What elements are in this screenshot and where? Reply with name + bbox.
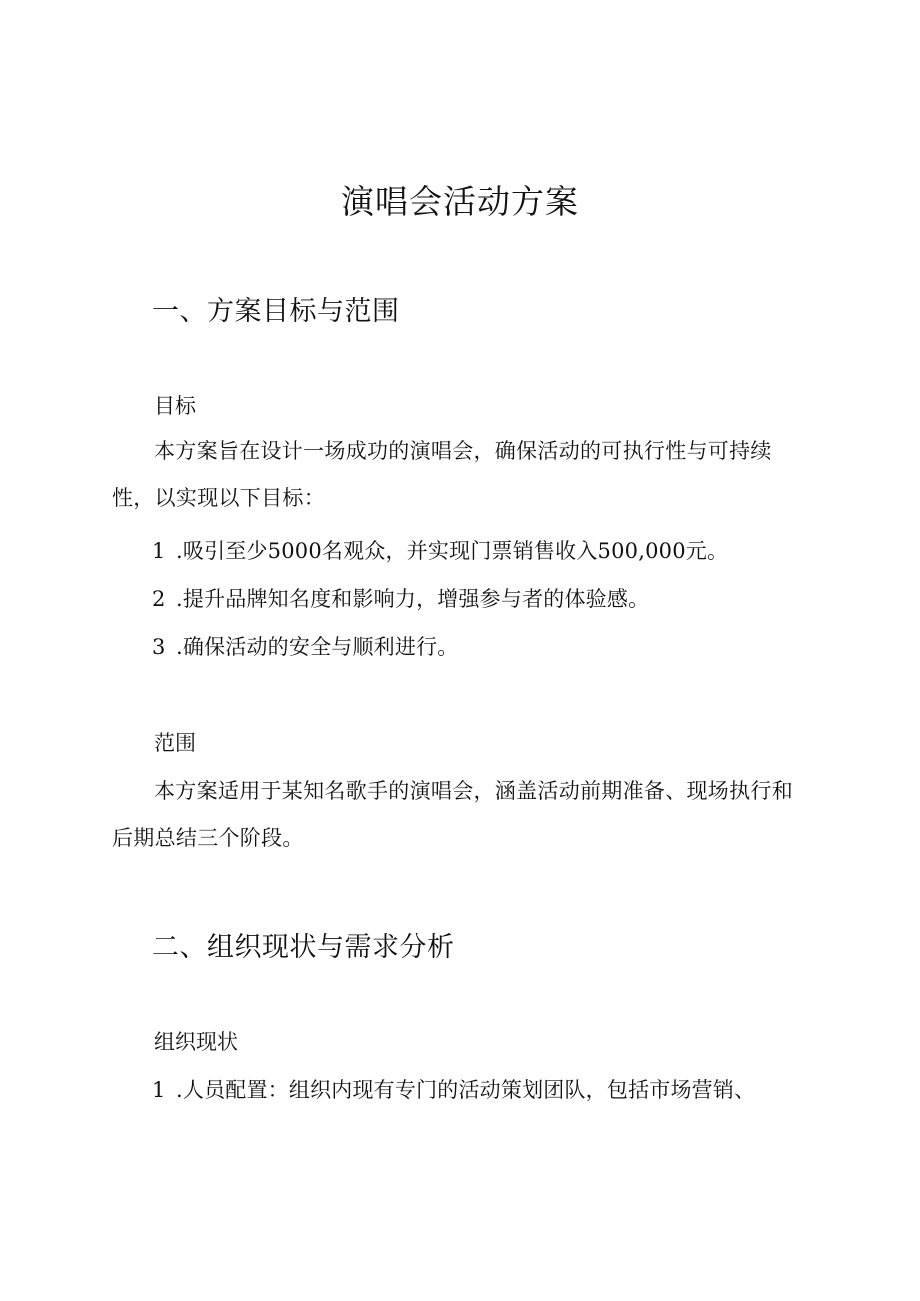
document-title: 演唱会活动方案 (341, 182, 579, 221)
list-number: 1 (152, 1078, 166, 1102)
subheading-scope: 范围 (154, 731, 196, 755)
list-number: 2 (152, 587, 166, 611)
goal-list-item (152, 535, 832, 567)
goal-list-item (152, 631, 832, 663)
status-list-item (152, 1074, 832, 1106)
list-text: .提升品牌知名度和影响力，增强参与者的体验感。 (176, 587, 650, 611)
subheading-org-status: 组织现状 (154, 1030, 238, 1054)
list-text: .确保活动的安全与顺利进行。 (176, 635, 459, 659)
list-number: 3 (152, 635, 166, 659)
list-text: .吸引至少5000名观众，并实现门票销售收入500,000元。 (176, 539, 729, 563)
subheading-goal: 目标 (154, 394, 196, 418)
goal-intro-paragraph: 本方案旨在设计一场成功的演唱会，确保活动的可执行性与可持续性，以实现以下目标： (112, 439, 772, 510)
section-heading-goals-scope: 一、方案目标与范围 (152, 296, 400, 327)
list-text: .人员配置：组织内现有专门的活动策划团队，包括市场营销、 (176, 1078, 756, 1102)
scope-paragraph: 本方案适用于某知名歌手的演唱会，涵盖活动前期准备、现场执行和后期总结三个阶段。 (112, 779, 793, 850)
goal-list-item (152, 583, 832, 615)
list-number: 1 (152, 539, 166, 563)
section-heading-status-analysis: 二、组织现状与需求分析 (152, 932, 455, 963)
